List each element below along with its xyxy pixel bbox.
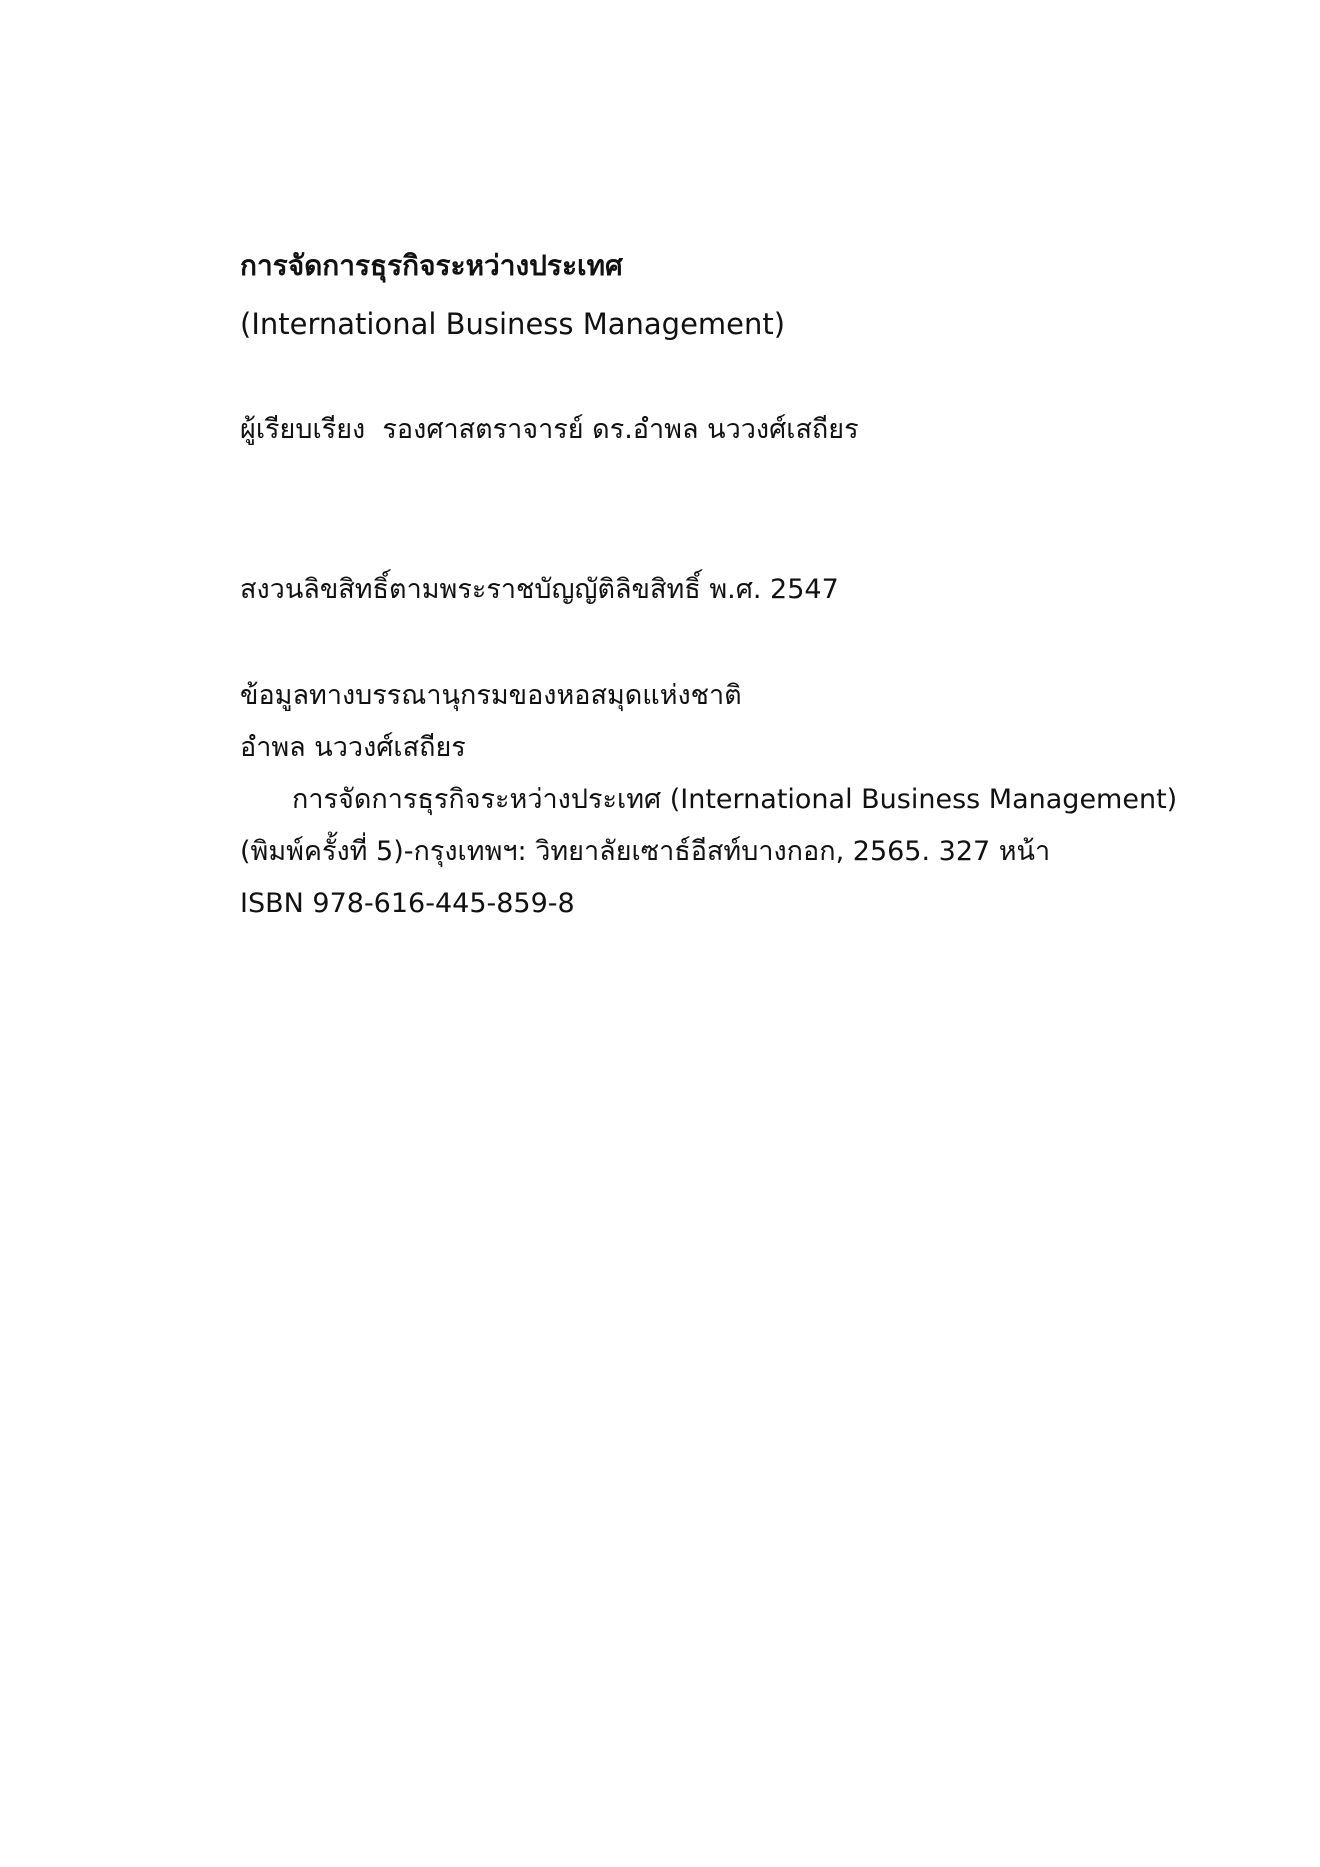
- book-title-thai: การจัดการธุรกิจระหว่างประเทศ: [240, 249, 623, 282]
- book-title-english: (International Business Management): [240, 307, 786, 341]
- cataloging-author: อำพล นววงศ์เสถียร: [240, 732, 466, 763]
- cataloging-heading: ข้อมูลทางบรรณานุกรมของหอสมุดแห่งชาติ: [240, 680, 742, 711]
- compiler-name: รองศาสตราจารย์ ดร.อำพล นววงศ์เสถียร: [382, 414, 859, 445]
- compiler-line: [240, 412, 859, 448]
- cataloging-isbn: ISBN 978-616-445-859-8: [240, 888, 575, 919]
- compiler-label: ผู้เรียบเรียง: [240, 414, 366, 445]
- cataloging-title: การจัดการธุรกิจระหว่างประเทศ (International Business Management): [292, 784, 1178, 815]
- copyright-notice: สงวนลิขสิทธิ์ตามพระราชบัญญัติลิขสิทธิ์ พ.ศ. 2547: [240, 574, 839, 605]
- cataloging-publication: (พิมพ์ครั้งที่ 5)-กรุงเทพฯ: วิทยาลัยเซาธ์อีสท์บางกอก, 2565. 327 หน้า: [240, 836, 1051, 867]
